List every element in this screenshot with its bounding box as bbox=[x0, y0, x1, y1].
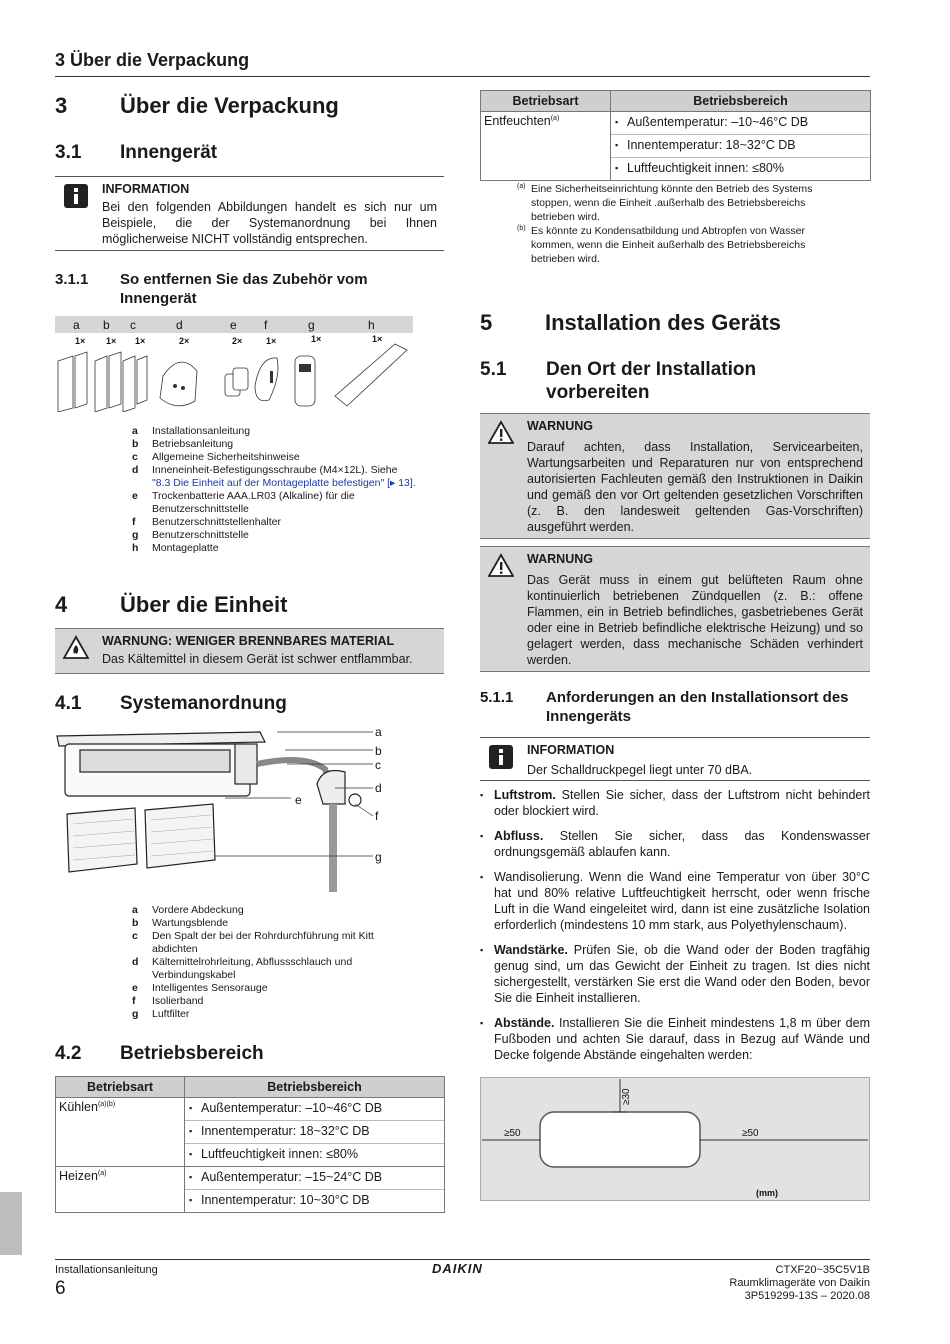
information-heading: INFORMATION bbox=[527, 743, 615, 757]
accessory-letter-c: c bbox=[130, 318, 136, 332]
legend-text: Benutzerschnittstelle bbox=[152, 503, 249, 515]
legend-key: c bbox=[132, 930, 138, 942]
legend-text: Inneneinheit-Befestigungsschraube (M4×12L). Siehe bbox=[152, 464, 398, 476]
legend-item bbox=[55, 503, 445, 516]
requirements-list bbox=[480, 787, 870, 1072]
warning-1-text: Darauf achten, dass Installation, Servicearbeiten, Wartungsarbeiten und Reparaturen nur von entsprechend autorisierten Fachleuten gemäß den Instruktionen in Daikin und gemäß den vor Ort geltenden gesetzlichen Vorschriften (z. B. den landesweit geltenden Gas-Vorschriften) ausgeführt werden. bbox=[527, 440, 863, 534]
legend-text: Vordere Abdeckung bbox=[152, 904, 244, 916]
system-label-g: g bbox=[375, 850, 382, 864]
operation-range-table bbox=[55, 1076, 445, 1213]
legend-key: b bbox=[132, 917, 139, 929]
operation-range-cell bbox=[185, 1167, 445, 1213]
legend-key: h bbox=[132, 542, 139, 554]
requirement-item: ▪ Luftstrom. Stellen Sie sicher, dass der Luftstrom nicht behindert oder blockiert wird. bbox=[480, 787, 870, 819]
legend-key: d bbox=[132, 464, 139, 476]
installation-manual-drawing bbox=[58, 356, 73, 412]
warning-flammable-heading: WARNUNG: WENIGER BRENNBARES MATERIAL bbox=[102, 634, 395, 648]
system-legend bbox=[55, 904, 445, 1021]
requirement-item: ▪ Wandisolierung. Wenn die Wand eine Temperatur von über 30°C hat und 80% relative Luftfeuchtigkeit herrscht, oder wenn frische Luft in die Wand eingeleitet wird, dann ist eine zusätzliche Isolation erforderlich (mindestens 10 mm stark, aus Polyethylenschaum). bbox=[480, 869, 870, 933]
section-3-1-heading: 3.1 Innengerät bbox=[55, 142, 218, 163]
running-header: 3 Über die Verpackung bbox=[55, 50, 250, 70]
system-label-d: d bbox=[375, 781, 382, 795]
legend-item bbox=[55, 943, 445, 956]
information-text: Bei den folgenden Abbildungen handelt es sich nur um Beispiele, die der Systemanordnung bei Ihnen möglicherweise NICHT vollständig entsprechen. bbox=[102, 200, 437, 246]
warning-icon bbox=[488, 553, 514, 579]
legend-text: Benutzerschnittstelle bbox=[152, 529, 249, 541]
legend-key: d bbox=[132, 956, 139, 968]
accessory-quantity: 2× bbox=[179, 336, 190, 346]
remote-holder-drawing bbox=[255, 358, 278, 401]
system-label-b: b bbox=[375, 744, 382, 758]
clearance-diagram bbox=[480, 1077, 870, 1201]
accessory-letter-h: h bbox=[368, 318, 375, 332]
accessories-illustration bbox=[55, 316, 413, 412]
system-label-a: a bbox=[375, 725, 382, 739]
information-icon bbox=[488, 744, 514, 770]
legend-item bbox=[55, 1008, 445, 1021]
accessory-quantity: 1× bbox=[372, 334, 383, 344]
dehumidify-range-table bbox=[480, 90, 871, 181]
table-footnotes bbox=[517, 182, 847, 266]
legend-text: Montageplatte bbox=[152, 542, 219, 554]
table-header-range: Betriebsbereich bbox=[611, 91, 871, 112]
table-row bbox=[56, 1167, 445, 1213]
legend-item bbox=[55, 982, 445, 995]
legend-item bbox=[55, 464, 445, 477]
remote-controller-drawing bbox=[295, 356, 315, 406]
operation-manual-drawing bbox=[95, 356, 107, 412]
legend-item bbox=[55, 477, 445, 490]
clearance-unit-label: (mm) bbox=[756, 1188, 778, 1198]
footer-document-name: Installationsanleitung bbox=[55, 1264, 158, 1276]
legend-text: Installationsanleitung bbox=[152, 425, 251, 437]
information-heading: INFORMATION bbox=[102, 182, 190, 196]
legend-item bbox=[55, 995, 445, 1008]
operation-mode-cell: Heizen$^{(a)}$ bbox=[56, 1167, 185, 1213]
table-header-range: Betriebsbereich bbox=[185, 1077, 445, 1098]
legend-text: Intelligentes Sensorauge bbox=[152, 982, 268, 994]
range-item: ▪ Außentemperatur: –15~24°C DB bbox=[185, 1167, 444, 1189]
section-4-2-heading: 4.2 Betriebsbereich bbox=[55, 1043, 264, 1064]
system-label-e: e bbox=[295, 793, 302, 807]
legend-item bbox=[55, 516, 445, 529]
unit-outline bbox=[540, 1112, 700, 1167]
section-3-1-1-heading: 3.1.1 So entfernen Sie das Zubehör vom Innengerät bbox=[55, 271, 368, 307]
pipe-bracket-drawing bbox=[317, 771, 345, 805]
accessory-letter-g: g bbox=[308, 318, 315, 332]
screw-bag-drawing bbox=[160, 362, 197, 406]
table-header-mode: Betriebsart bbox=[56, 1077, 185, 1098]
legend-item bbox=[55, 438, 445, 451]
legend-text: Betriebsanleitung bbox=[152, 438, 234, 450]
requirement-item: ▪ Abstände. Installieren Sie die Einheit mindestens 1,8 m über dem Fußboden und achten Sie darauf, dass in Bezug auf Wände und Decke folgende Abstände eingehalten werden: bbox=[480, 1015, 870, 1063]
legend-text: Kältemittelrohrleitung, Abflussschlauch und bbox=[152, 956, 353, 968]
footnote: (b) Es könnte zu Kondensatbildung und Abtropfen von Wasser kommen, wenn die Einheit außerhalb des Betriebsbereichs betrieben wird. bbox=[517, 225, 806, 265]
legend-key: g bbox=[132, 529, 139, 541]
table-row bbox=[56, 1098, 445, 1167]
warning-box-2 bbox=[480, 546, 870, 672]
clearance-right-label: ≥50 bbox=[742, 1128, 759, 1139]
safety-precautions-drawing bbox=[123, 356, 135, 412]
information-icon bbox=[63, 183, 89, 209]
footer-model-info: CTXF20~35C5V1B Raumklimageräte von Daikin 3P519299-13S – 2020.08 bbox=[729, 1264, 870, 1302]
information-box-2 bbox=[480, 737, 870, 781]
legend-key: a bbox=[132, 425, 138, 437]
range-item: ▪ Außentemperatur: –10~46°C DB bbox=[611, 112, 870, 134]
page-number: 6 bbox=[55, 1278, 66, 1299]
accessory-letter-e: e bbox=[230, 318, 237, 332]
chapter-tab bbox=[0, 1192, 22, 1255]
legend-item bbox=[55, 956, 445, 969]
range-item: ▪ Außentemperatur: –10~46°C DB bbox=[185, 1098, 444, 1120]
legend-text: Den Spalt der bei der Rohrdurchführung mit Kitt bbox=[152, 930, 374, 942]
warning-box-1 bbox=[480, 413, 870, 539]
table-header-mode: Betriebsart bbox=[481, 91, 611, 112]
legend-item bbox=[55, 490, 445, 503]
range-item: ▪ Luftfeuchtigkeit innen: ≤80% bbox=[185, 1143, 444, 1166]
warning-2-text: Das Gerät muss in einem gut belüfteten Raum ohne kontinuierlich betriebenen Zündquellen (z. B.: offene Flammen, ein in Betrieb befindliches, gasbetriebenes Gerät oder eine in Betrieb befindliche elektrische Heizung) und so gelagert werden, dass mechanische Schäden verhindert werden. bbox=[527, 573, 863, 667]
legend-item bbox=[55, 930, 445, 943]
range-item: ▪ Innentemperatur: 18~32°C DB bbox=[611, 134, 870, 157]
legend-key: f bbox=[132, 516, 136, 528]
clearance-top-label: ≥30 bbox=[621, 1088, 632, 1105]
section-4-heading: 4 Über die Einheit bbox=[55, 592, 288, 617]
range-item: ▪ Innentemperatur: 10~30°C DB bbox=[185, 1189, 444, 1212]
legend-text: Trockenbatterie AAA.LR03 (Alkaline) für die bbox=[152, 490, 355, 502]
legend-item bbox=[55, 542, 445, 555]
accessory-quantity: 1× bbox=[106, 336, 117, 346]
warning-flammable-text: Das Kältemittel in diesem Gerät ist schwer entflammbar. bbox=[102, 652, 413, 666]
warning-flammable-box bbox=[55, 628, 444, 674]
legend-key: g bbox=[132, 1008, 139, 1020]
system-layout-illustration bbox=[55, 724, 395, 896]
information-box bbox=[55, 176, 444, 251]
legend-key: f bbox=[132, 995, 136, 1007]
table-row bbox=[481, 112, 871, 181]
legend-item bbox=[55, 529, 445, 542]
legend-key: e bbox=[132, 490, 138, 502]
system-label-f: f bbox=[375, 809, 379, 823]
accessory-quantity: 1× bbox=[266, 336, 277, 346]
accessory-quantity: 1× bbox=[135, 336, 146, 346]
legend-key: e bbox=[132, 982, 138, 994]
legend-item bbox=[55, 425, 445, 438]
section-5-heading: 5 Installation des Geräts bbox=[480, 310, 781, 335]
operation-mode-cell: Entfeuchten$^{(a)}$ bbox=[481, 112, 611, 181]
service-cover-drawing bbox=[235, 744, 257, 784]
daikin-logo: DAIKIN bbox=[432, 1261, 483, 1276]
accessories-legend bbox=[55, 425, 445, 555]
requirement-item: ▪ Wandstärke. Prüfen Sie, ob die Wand oder der Boden tragfähig genug sind, um das Gewicht der Einheit zu tragen. Ist dies nicht sichergestellt, verstärken Sie erst die Wand oder den Boden, bevor Sie die Einheit installieren. bbox=[480, 942, 870, 1006]
legend-item bbox=[55, 969, 445, 982]
range-item: ▪ Luftfeuchtigkeit innen: ≤80% bbox=[611, 157, 870, 180]
range-item: ▪ Innentemperatur: 18~32°C DB bbox=[185, 1120, 444, 1143]
flammable-warning-icon bbox=[63, 635, 89, 661]
legend-text: Allgemeine Sicherheitshinweise bbox=[152, 451, 300, 463]
section-4-1-heading: 4.1 Systemanordnung bbox=[55, 693, 287, 714]
legend-item bbox=[55, 904, 445, 917]
header-rule bbox=[55, 76, 870, 77]
legend-item bbox=[55, 917, 445, 930]
legend-key: b bbox=[132, 438, 139, 450]
legend-text: abdichten bbox=[152, 943, 198, 955]
air-filter-drawing bbox=[67, 808, 137, 872]
accessory-quantity: 2× bbox=[232, 336, 243, 346]
warning-2-heading: WARNUNG bbox=[527, 552, 593, 566]
legend-text: Luftfilter bbox=[152, 1008, 190, 1020]
clearance-left-label: ≥50 bbox=[504, 1128, 521, 1139]
section-3-heading: 3 Über die Verpackung bbox=[55, 93, 339, 118]
information-text: Der Schalldruckpegel liegt unter 70 dBA. bbox=[527, 763, 753, 777]
mounting-plate-drawing bbox=[335, 344, 407, 406]
accessory-quantity: 1× bbox=[75, 336, 86, 346]
operation-range-cell bbox=[611, 112, 871, 181]
accessory-quantity: 1× bbox=[311, 334, 322, 344]
system-label-c: c bbox=[375, 758, 381, 772]
warning-icon bbox=[488, 420, 514, 446]
legend-item bbox=[55, 451, 445, 464]
accessory-letter-d: d bbox=[176, 318, 183, 332]
legend-key: a bbox=[132, 904, 138, 916]
accessory-letter-a: a bbox=[73, 318, 80, 332]
warning-1-heading: WARNUNG bbox=[527, 419, 593, 433]
operation-range-cell bbox=[185, 1098, 445, 1167]
footnote: (a) Eine Sicherheitseinrichtung könnte den Betrieb des Systems stoppen, wenn die Einheit .außerhalb des Betriebsbereichs betrieben wird. bbox=[517, 183, 813, 223]
legend-key: c bbox=[132, 451, 138, 463]
accessory-letter-f: f bbox=[264, 318, 268, 332]
accessory-letter-b: b bbox=[103, 318, 110, 332]
footer-rule bbox=[55, 1259, 870, 1260]
section-5-1-1-heading: 5.1.1 Anforderungen an den Installationsort des Innengeräts bbox=[480, 689, 849, 725]
requirement-item: ▪ Abfluss. Stellen Sie sicher, dass das Kondenswasser ordnungsgemäß ablaufen kann. bbox=[480, 828, 870, 860]
operation-mode-cell: Kühlen$^{(a)(b)}$ bbox=[56, 1098, 185, 1167]
legend-text: Isolierband bbox=[152, 995, 204, 1007]
legend-text: Benutzerschnittstellenhalter bbox=[152, 516, 281, 528]
legend-text: Verbindungskabel bbox=[152, 969, 236, 981]
legend-text: Wartungsblende bbox=[152, 917, 229, 929]
cross-reference-link[interactable]: "8.3 Die Einheit auf der Montageplatte befestigen" [▸ 13]. bbox=[152, 477, 416, 489]
